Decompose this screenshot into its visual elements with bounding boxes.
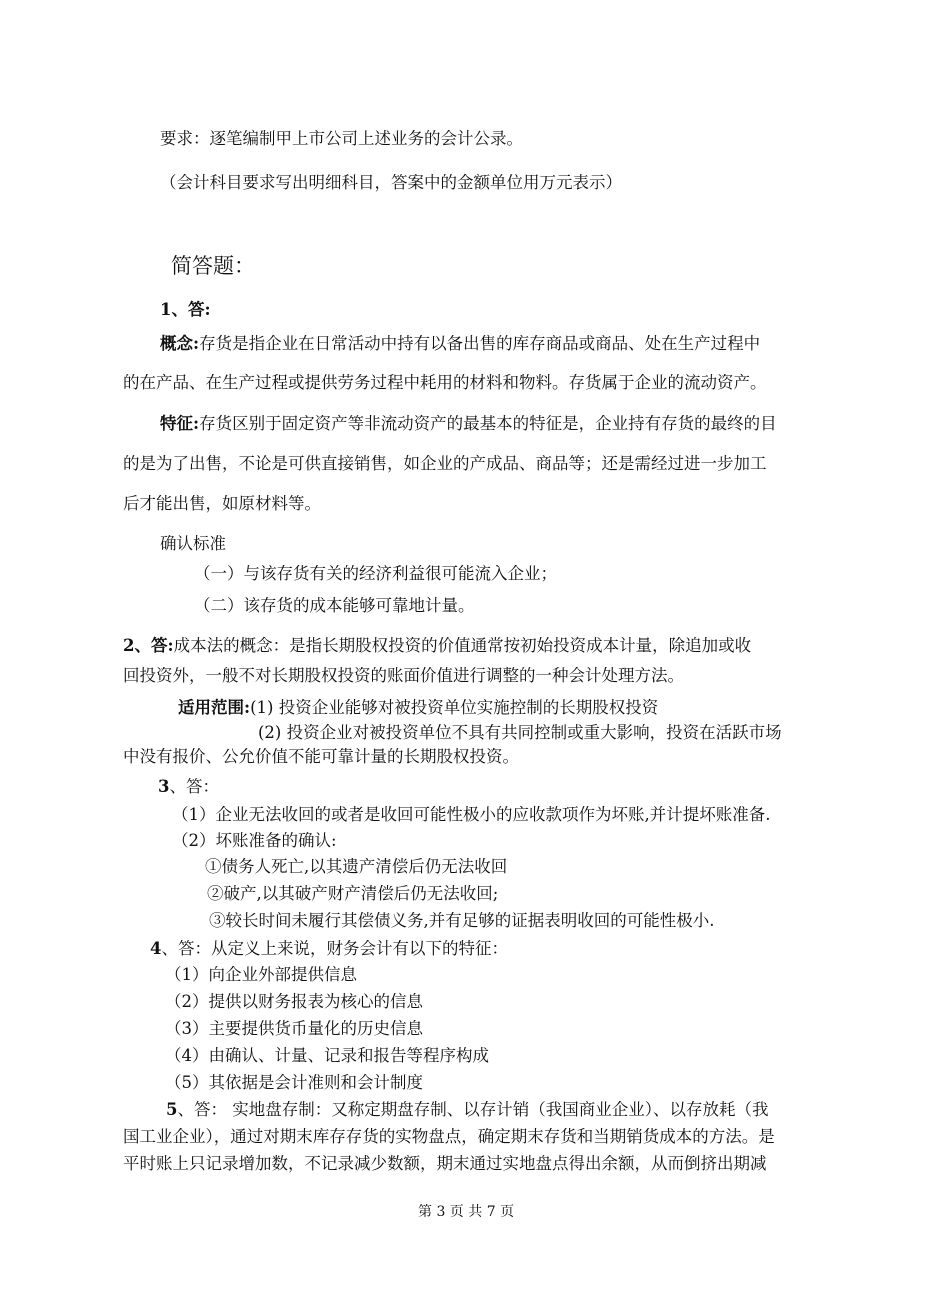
requirement-line-2: （会计科目要求写出明细科目，答案中的金额单位用万元表示） (160, 173, 622, 192)
q2-text: 成本法的概念：是指长期股权投资的价值通常按初始投资成本计量，除追加或收 (173, 636, 752, 655)
q4-heading-text: 、答：从定义上来说，财务会计有以下的特征： (161, 939, 508, 958)
q3-sub-3: ③较长时间未履行其偿债义务,并有足够的证据表明收回的可能性极小. (209, 911, 715, 930)
q2-scope-line-2: (2) 投资企业对被投资单位不具有共同控制或重大影响，投资在活跃市场 (258, 723, 782, 742)
q2-scope-label: 适用范围: (178, 698, 251, 717)
section-title: 简答题： (171, 254, 255, 278)
q2-scope-1: (1) 投资企业能够对被投资单位实施控制的长期股权投资 (250, 698, 659, 717)
q1-heading: 1、答: (160, 300, 211, 319)
q2-heading: 2、答: (123, 636, 174, 655)
q5-heading-text: 、答： 实地盘存制：又称定期盘存制、以存计销（我国商业企业）、以存放耗（我 (177, 1100, 769, 1119)
q5-line-2: 国工业企业），通过对期末库存存货的实物盘点，确定期末存货和当期销货成本的方法。是 (123, 1127, 775, 1146)
q4-item-3: （3）主要提供货币量化的历史信息 (165, 1019, 423, 1038)
q4-item-4: （4）由确认、计量、记录和报告等程序构成 (165, 1046, 489, 1065)
q3-heading (158, 776, 219, 798)
q1-feature-label: 特征: (160, 414, 200, 433)
q1-feature-line-2: 的是为了出售，不论是可供直接销售，如企业的产成品、商品等；还是需经过进一步加工 (123, 454, 767, 473)
q3-sub-2: ②破产,以其破产财产清偿后仍无法收回; (207, 884, 499, 903)
q5-heading-num: 5 (166, 1100, 178, 1119)
q5-line-3: 平时账上只记录增加数，不记录减少数额，期末通过实地盘点得出余额，从而倒挤出期减 (123, 1154, 767, 1173)
requirement-line-1: 要求：逐笔编制甲上市公司上述业务的会计公录。 (160, 129, 523, 148)
q1-feature-line-1 (160, 413, 777, 435)
q1-concept-line-2: 的在产品、在生产过程或提供劳务过程中耗用的材料和物料。存货属于企业的流动资产。 (123, 373, 767, 392)
q2-scope-line-1 (178, 697, 658, 719)
q2-scope-line-3: 中没有报价、公允价值不能可靠计量的长期股权投资。 (123, 747, 519, 766)
q3-heading-text: 、答： (169, 777, 219, 796)
q3-item-2: （2）坏账准备的确认: (172, 831, 337, 850)
q1-concept-label: 概念: (160, 334, 200, 353)
q5-line-1 (166, 1099, 768, 1121)
q4-heading-num: 4 (150, 939, 162, 958)
q1-criteria-title: 确认标准 (160, 534, 226, 553)
q4-item-5: （5）其依据是会计准则和会计制度 (165, 1073, 423, 1092)
q2-line-1 (123, 635, 751, 657)
q3-heading-num: 3 (158, 777, 170, 796)
q1-criteria-2: （二）该存货的成本能够可靠地计量。 (194, 596, 475, 615)
page-footer: 第 3 页 共 7 页 (418, 1204, 515, 1220)
q3-sub-1: ①债务人死亡,以其遗产清偿后仍无法收回 (205, 857, 508, 876)
q1-concept-text: 存货是指企业在日常活动中持有以备出售的库存商品或商品、处在生产过程中 (199, 334, 761, 353)
q1-criteria-1: （一）与该存货有关的经济利益很可能流入企业； (194, 564, 557, 583)
q4-item-1: （1）向企业外部提供信息 (165, 965, 357, 984)
q1-feature-text: 存货区别于固定资产等非流动资产的最基本的特征是，企业持有存货的最终的目 (199, 414, 777, 433)
q3-item-1: （1）企业无法收回的或者是收回可能性极小的应收款项作为坏账,并计提坏账准备. (172, 805, 771, 824)
q4-heading (150, 938, 508, 960)
q1-concept-line-1 (160, 333, 760, 355)
q4-item-2: （2）提供以财务报表为核心的信息 (165, 992, 423, 1011)
q2-line-2: 回投资外，一般不对长期股权投资的账面价值进行调整的一种会计处理方法。 (123, 666, 684, 685)
q1-feature-line-3: 后才能出售，如原材料等。 (123, 494, 321, 513)
